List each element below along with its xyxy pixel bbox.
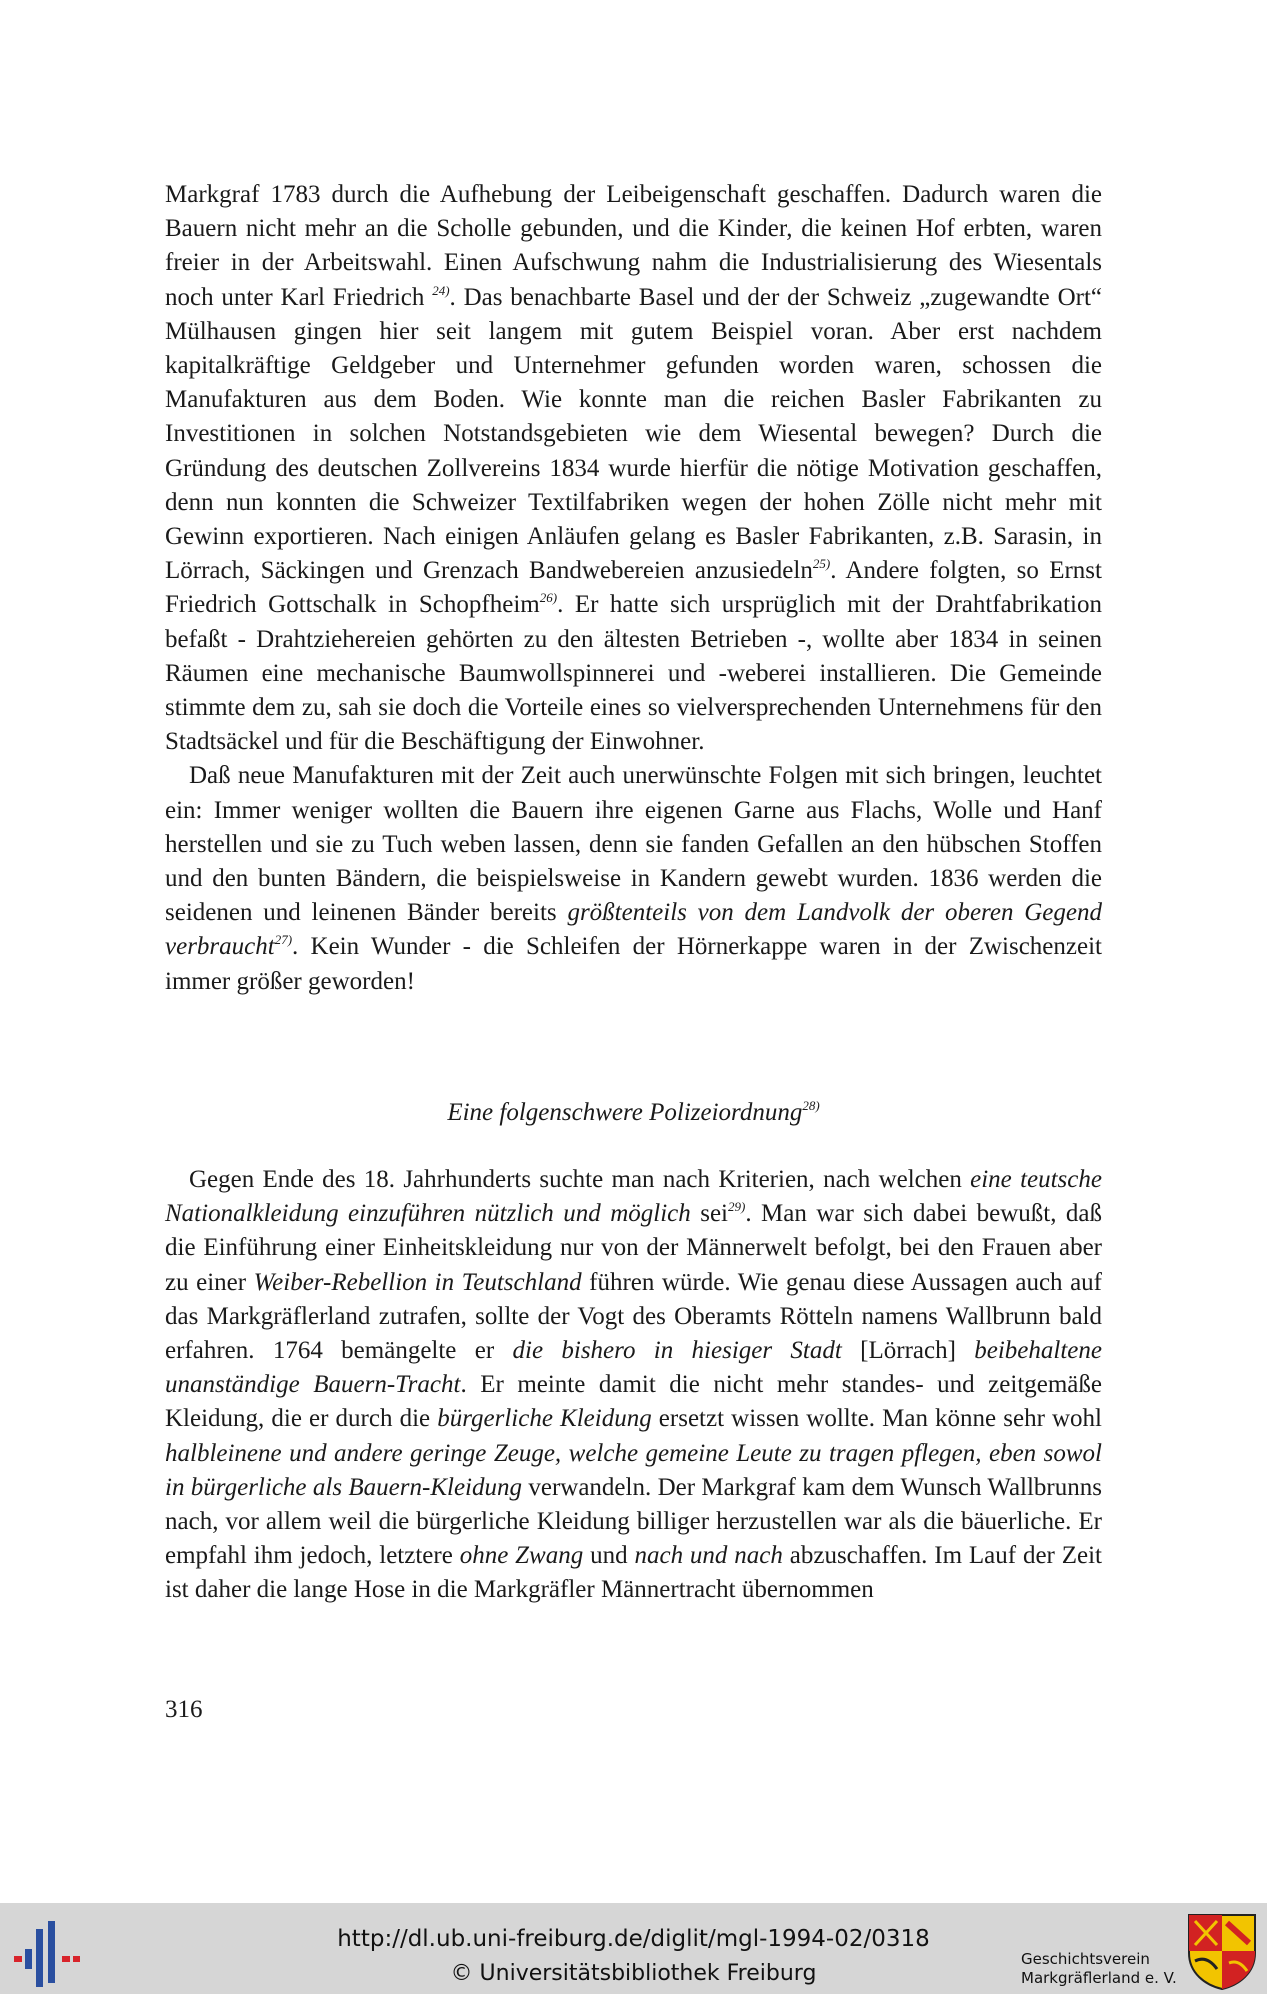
text-run: verwandeln. Der Markgraf kam dem Wunsch Wallbrunns nach, vor allem weil die bürgerliche Kleidung billiger herzustellen war als die bäuerliche. Er empfahl ihm jedoch, letztere (165, 1473, 1102, 1570)
body-text-top (165, 178, 1102, 999)
text-run: ersetzt wissen wollte. Man könne sehr wohl (651, 1405, 1102, 1433)
section-heading (165, 1096, 1102, 1130)
coat-of-arms-icon (1187, 1913, 1257, 1991)
text-run: . Er meinte damit die nicht mehr standes- und zeitgemäße Kleidung, die er durch die (165, 1371, 1102, 1433)
paragraph (165, 1163, 1102, 1608)
italic-run: Weiber-Rebellion in Teutschland (253, 1268, 582, 1296)
italic-run: halbleinene und andere geringe Zeuge, welche gemeine Leute zu tragen pflegen, eben sowol in bürgerliche als Bauern-Kleidung (165, 1439, 1102, 1501)
footnote-ref: 27) (274, 932, 293, 948)
page-number: 316 (165, 1696, 203, 1723)
society-line-1: Geschichtsverein (1021, 1950, 1150, 1968)
text-run: Gegen Ende des 18. Jahrhunderts suchte man nach Kriterien, nach welchen (189, 1166, 971, 1193)
text-run: . Andere folgten, so Ernst Friedrich Gottschalk in Schopfheim (165, 557, 1102, 619)
society-name (1021, 1950, 1181, 1988)
footer-copyright: © Universitätsbibliothek Freiburg (450, 1961, 817, 1986)
heading-footnote-ref: 28) (802, 1098, 820, 1113)
text-run: und (583, 1542, 635, 1570)
italic-run: bürgerliche Kleidung (437, 1405, 652, 1433)
text-run: . Das benachbarte Basel und der der Schweiz „zugewandte Ort“ Mülhausen gingen hier seit langem mit gutem Beispiel voran. Aber erst nachdem kapitalkräftige Geldgeber und Unternehmer gefunden worden waren, schossen die Manufakturen aus dem Boden. Wie konnte man die reichen Basler Fabrikanten zu Investitionen in solchen Notstandsgebieten wie dem Wiesental bewegen? Durch die Gründung des deutschen Zollvereins 1834 wurde hierfür die nötige Motivation geschaffen, denn nun konnten die Schweizer Textilfabriken wegen der hohen Zölle nicht mehr mit Gewinn exportieren. Nach einigen Anläufen gelang es Basler Fabrikanten, z.B. Sarasin, in Lörrach, Säckingen und Grenzach Bandwebereien anzusiedeln (165, 283, 1102, 585)
paragraph (165, 759, 1102, 998)
text-run: Markgraf 1783 durch die Aufhebung der Leibeigenschaft geschaffen. Dadurch waren die Bauern nicht mehr an die Scholle gebunden, und die Kinder, die keinen Hof erbten, waren freier in der Arbeitswahl. Einen Aufschwung nahm die Industrialisierung des Wiesentals noch unter Karl Friedrich (165, 181, 1102, 311)
text-run: . Er hatte sich ursprüglich mit der Drahtfabrikation befaßt - Drahtziehereien gehörten zu den ältesten Betrieben -, wollte aber 1834 in seinen Räumen eine mechanische Baumwollspinnerei und -weberei installieren. Die Gemeinde stimmte dem zu, sah sie doch die Vorteile eines so vielversprechenden Unternehmens für den Stadtsäckel und für die Beschäftigung der Einwohner. (165, 591, 1102, 756)
text-run: abzuschaffen. Im Lauf der Zeit ist daher die lange Hose in die Markgräfler Männertracht übernommen (165, 1542, 1102, 1604)
footer-url-link[interactable]: http://dl.ub.uni-freiburg.de/diglit/mgl-1994-02/0318 (337, 1926, 930, 1952)
italic-run: die bishero in hiesiger Stadt (512, 1337, 842, 1365)
italic-run: eine teutsche Nationalkleidung einzuführen nützlich und möglich (165, 1166, 1102, 1228)
text-run: . Kein Wunder - die Schleifen der Hörnerkappe waren in der Zwischenzeit immer größer geworden! (165, 933, 1102, 995)
text-run: [Lörrach] (841, 1337, 975, 1365)
footnote-ref: 26) (539, 590, 558, 606)
footnote-ref: 25) (812, 556, 831, 572)
italic-run: nach und nach (634, 1542, 783, 1570)
text-run: führen würde. Wie genau diese Aussagen auch auf das Markgräflerland zutrafen, sollte der Vogt des Oberamts Rötteln namens Wallbrunn bald erfahren. 1764 bemängelte er (165, 1268, 1103, 1365)
footnote-ref: 29) (728, 1199, 746, 1215)
italic-run: größtenteils von dem Landvolk der oberen Gegend verbraucht (165, 899, 1102, 961)
italic-run: beibehaltene unanständige Bauern-Tracht (165, 1337, 1102, 1399)
heading-text: Eine folgenschwere Polizeiordnung (447, 1099, 803, 1126)
text-run: Daß neue Manufakturen mit der Zeit auch unerwünschte Folgen mit sich bringen, leuchtet ein: Immer weniger wollten die Bauern ihre eigenen Garne aus Flachs, Wolle und Hanf herstellen und sie zu Tuch weben lassen, denn sie fanden Gefallen an den hübschen Stoffen und den bunten Bändern, die beispielsweise in Kandern gewebt wurden. 1836 werden die seidenen und leinenen Bänder bereits (165, 762, 1102, 927)
footnote-ref: 24) (432, 282, 450, 298)
society-line-2: Markgräflerland e. V. (1021, 1969, 1177, 1987)
text-run: sei (690, 1200, 728, 1228)
text-run: . Man war sich dabei bewußt, daß die Einführung einer Einheitskleidung nur von der Männerwelt befolgt, bei den Frauen aber zu einer (165, 1200, 1102, 1296)
paragraph (165, 178, 1102, 759)
body-text-bottom (165, 1163, 1102, 1608)
footer-bar (0, 1903, 1267, 1994)
italic-run: ohne Zwang (459, 1542, 584, 1570)
